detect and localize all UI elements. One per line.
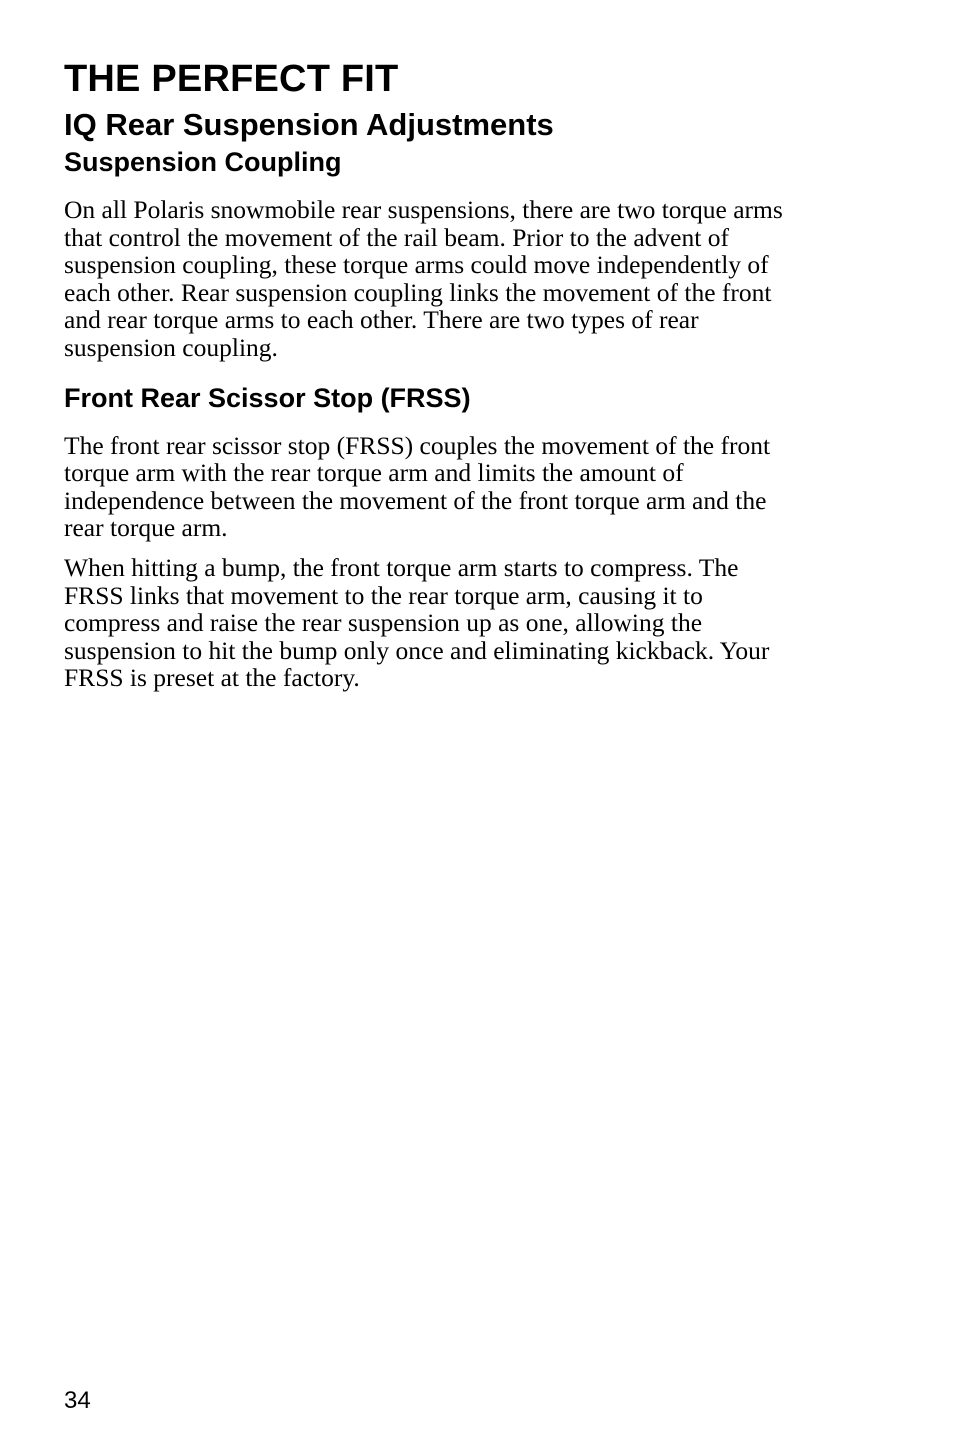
page-title: THE PERFECT FIT bbox=[64, 58, 399, 100]
page-number: 34 bbox=[64, 1387, 91, 1414]
paragraph-frss-description: The front rear scissor stop (FRSS) couples the movement of the front torque arm with the rear torque arm and limits the amount of independence between the movement of the front torque arm and the rear torque arm. bbox=[64, 430, 771, 543]
paragraph-frss-bump: When hitting a bump, the front torque arm starts to compress. The FRSS links that movement to the rear torque arm, causing it to compress and raise the rear suspension up as one, allowing the suspension to hit the bump only once and eliminating kickback. Your FRSS is preset at the factory. bbox=[64, 552, 770, 693]
paragraph-suspension-coupling: On all Polaris snowmobile rear suspensions, there are two torque arms that control the movement of the rail beam. Prior to the advent of suspension coupling, these torque arms could move independently of each other. Rear suspension coupling links the movement of the front and rear torque arms to each other. There are two types of rear suspension coupling. bbox=[64, 195, 783, 362]
page-content bbox=[64, 56, 864, 692]
heading-suspension-coupling: Suspension Coupling bbox=[64, 147, 342, 177]
heading-frss: Front Rear Scissor Stop (FRSS) bbox=[64, 382, 471, 413]
section-title: IQ Rear Suspension Adjustments bbox=[64, 107, 554, 142]
